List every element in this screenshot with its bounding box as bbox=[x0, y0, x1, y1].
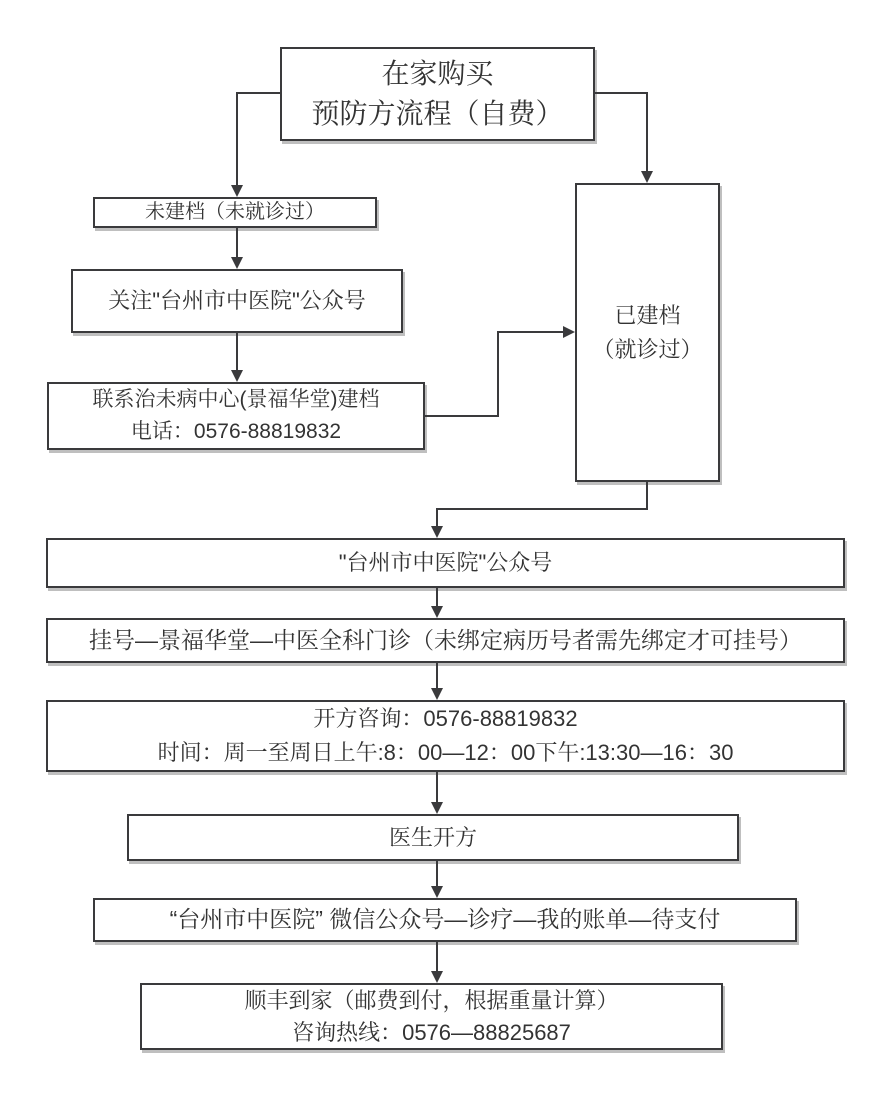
connector-registered-down-v1 bbox=[646, 482, 648, 510]
connector-account-register bbox=[436, 588, 438, 606]
doctor-prescribe-label: 医生开方 bbox=[388, 824, 477, 850]
connector-contact-registered-h2 bbox=[497, 331, 563, 333]
node-sf-delivery bbox=[140, 983, 723, 1050]
connector-notreg-follow bbox=[236, 228, 238, 257]
node-official-account bbox=[46, 538, 845, 588]
arrowhead-to-consult bbox=[431, 688, 443, 700]
connector-register-consult bbox=[436, 663, 438, 688]
arrowhead-to-wechat-bill bbox=[431, 886, 443, 898]
connector-title-left-v bbox=[236, 92, 238, 186]
arrowhead-to-not-registered bbox=[231, 185, 243, 197]
title-line2: 预防方流程（自费） bbox=[311, 98, 564, 129]
connector-consult-doctor bbox=[436, 772, 438, 802]
contact-center-line1: 联系治未病中心(景福华堂)建档 bbox=[92, 388, 380, 411]
node-follow-account bbox=[71, 269, 403, 333]
arrowhead-to-doctor bbox=[431, 802, 443, 814]
node-contact-center bbox=[47, 382, 425, 450]
node-doctor-prescribe bbox=[127, 814, 739, 861]
sf-delivery-line1: 顺丰到家（邮费到付，根据重量计算） bbox=[244, 987, 619, 1013]
arrowhead-to-official-account bbox=[431, 526, 443, 538]
node-consult bbox=[46, 700, 845, 772]
arrowhead-to-delivery bbox=[431, 971, 443, 983]
arrowhead-to-register-clinic bbox=[431, 606, 443, 618]
node-wechat-bill bbox=[93, 898, 797, 942]
arrowhead-to-follow bbox=[231, 257, 243, 269]
connector-registered-down-v2 bbox=[436, 508, 438, 526]
wechat-bill-label: “台州市中医院” 微信公众号—诊疗—我的账单—待支付 bbox=[169, 906, 721, 933]
registered-line1: 已建档 bbox=[614, 302, 681, 328]
connector-contact-registered-h1 bbox=[425, 415, 499, 417]
official-account-label: "台州市中医院"公众号 bbox=[338, 550, 553, 576]
arrowhead-to-registered-top bbox=[641, 171, 653, 183]
title-line1: 在家购买 bbox=[381, 58, 494, 89]
node-register-clinic bbox=[46, 618, 845, 663]
registered-line2: （就诊过） bbox=[592, 336, 703, 362]
node-registered bbox=[575, 183, 720, 482]
node-not-registered bbox=[93, 197, 377, 228]
connector-follow-contact bbox=[236, 333, 238, 370]
node-title bbox=[280, 47, 595, 141]
sf-delivery-line2: 咨询热线：0576—88825687 bbox=[292, 1019, 571, 1045]
connector-doctor-wechat bbox=[436, 861, 438, 886]
connector-title-right-h bbox=[594, 92, 647, 94]
follow-account-label: 关注"台州市中医院"公众号 bbox=[108, 288, 366, 314]
arrowhead-to-registered-left bbox=[563, 326, 575, 338]
not-registered-label: 未建档（未就诊过） bbox=[145, 201, 325, 223]
register-clinic-label: 挂号—景福华堂—中医全科门诊（未绑定病历号者需先绑定才可挂号） bbox=[89, 626, 802, 653]
connector-contact-registered-v bbox=[497, 332, 499, 417]
connector-title-right-v bbox=[646, 92, 648, 171]
arrowhead-to-contact bbox=[231, 370, 243, 382]
connector-wechat-delivery bbox=[436, 942, 438, 971]
connector-registered-down-h bbox=[436, 508, 648, 510]
consult-line2: 时间：周一至周日上午:8：00—12：00下午:13:30—16：30 bbox=[157, 740, 734, 765]
connector-title-left-h bbox=[237, 92, 281, 94]
consult-line1: 开方咨询：0576-88819832 bbox=[313, 706, 578, 731]
contact-center-line2: 电话：0576-88819832 bbox=[130, 420, 342, 443]
